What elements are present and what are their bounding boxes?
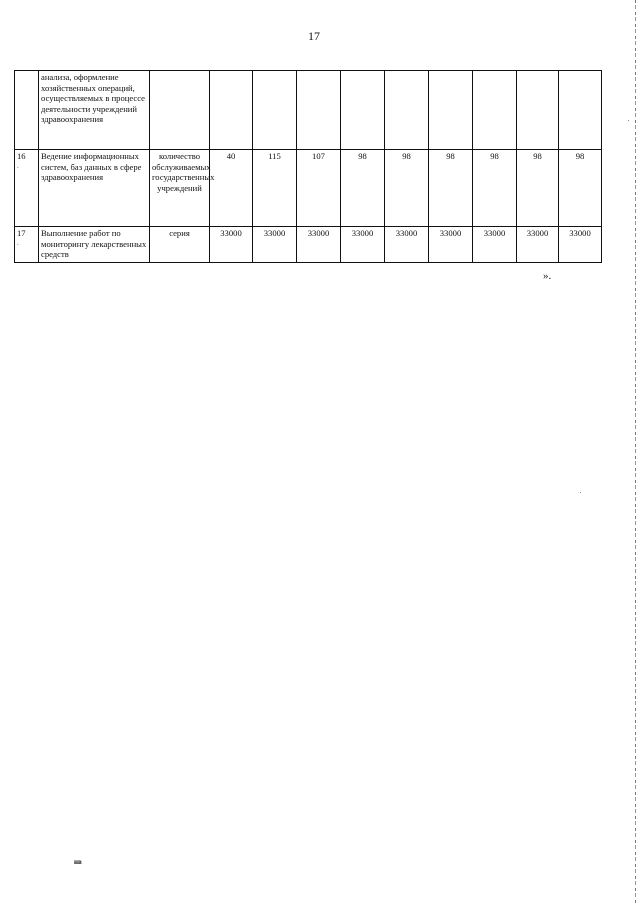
page-number: 17 xyxy=(308,29,320,43)
footer-mark: нв xyxy=(74,858,82,866)
value-cell xyxy=(517,71,559,150)
row-number-cell xyxy=(15,71,39,150)
row-unit xyxy=(150,71,210,150)
scan-edge-line xyxy=(635,0,636,905)
scan-speck xyxy=(580,492,581,493)
value-cell: 40 xyxy=(210,150,253,227)
table-row xyxy=(15,227,602,263)
row-number-dot: . xyxy=(17,238,19,247)
value-cell: 33000 xyxy=(297,227,341,263)
table-row xyxy=(15,150,602,227)
table-row xyxy=(15,71,602,150)
row-unit: серия xyxy=(150,227,210,263)
value-cell: 33000 xyxy=(253,227,297,263)
value-cell: 33000 xyxy=(210,227,253,263)
row-number-cell xyxy=(15,227,39,263)
value-cell xyxy=(253,71,297,150)
value-cell: 33000 xyxy=(385,227,429,263)
value-cell: 33000 xyxy=(473,227,517,263)
row-name: Ведение информационных систем, баз данных в сфере здравоохранения xyxy=(39,150,150,227)
value-cell: 98 xyxy=(341,150,385,227)
closing-quote: ». xyxy=(543,270,552,282)
value-cell: 33000 xyxy=(559,227,602,263)
value-cell: 98 xyxy=(473,150,517,227)
value-cell xyxy=(473,71,517,150)
row-number-cell xyxy=(15,150,39,227)
row-name: Выполнение работ по мониторингу лекарственных средств xyxy=(39,227,150,263)
value-cell: 33000 xyxy=(429,227,473,263)
row-number: 16 xyxy=(17,151,26,161)
value-cell: 115 xyxy=(253,150,297,227)
value-cell xyxy=(341,71,385,150)
value-cell: 98 xyxy=(559,150,602,227)
row-unit: количество обслуживаемых государственных учреждений xyxy=(150,150,210,227)
value-cell: 33000 xyxy=(341,227,385,263)
data-table xyxy=(14,70,602,263)
value-cell: 33000 xyxy=(517,227,559,263)
value-cell: 98 xyxy=(517,150,559,227)
scan-speck xyxy=(628,120,629,121)
value-cell xyxy=(429,71,473,150)
row-number-dot: . xyxy=(17,161,19,170)
value-cell xyxy=(385,71,429,150)
row-number: 17 xyxy=(17,228,26,238)
value-cell xyxy=(210,71,253,150)
value-cell: 107 xyxy=(297,150,341,227)
value-cell xyxy=(559,71,602,150)
value-cell xyxy=(297,71,341,150)
row-name: анализа, оформление хозяйственных операций, осуществляемых в процессе деятельности учреждений здравоохранения xyxy=(39,71,150,150)
value-cell: 98 xyxy=(385,150,429,227)
value-cell: 98 xyxy=(429,150,473,227)
